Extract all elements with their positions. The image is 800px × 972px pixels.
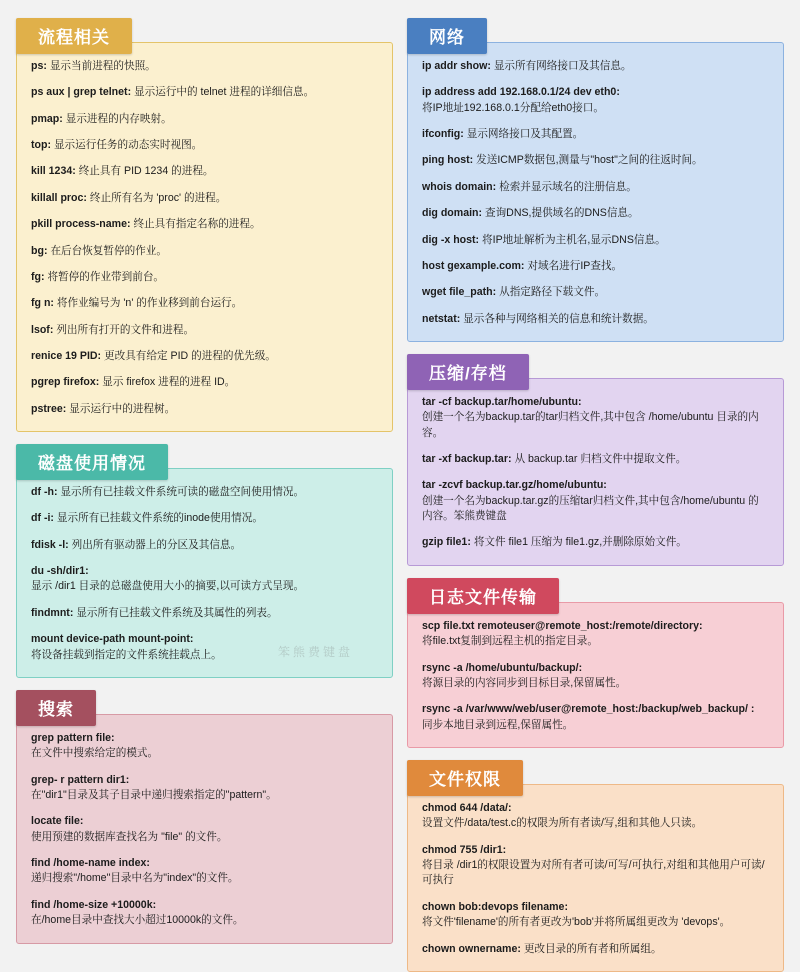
command-entry: [422, 843, 769, 889]
command-description: 创建一个名为backup.tar.gz的压缩tar归档文件,其中包含/home/ubuntu 的内容。笨熊费键盘: [422, 494, 759, 523]
command-description: 显示所有已挂载文件系统可读的磁盘空间使用情况。: [60, 486, 305, 499]
section-permissions-title-wrap: [407, 760, 784, 796]
command-name: pgrep firefox:: [31, 376, 100, 389]
command-entry: [422, 478, 769, 524]
section-search-body: [16, 714, 393, 944]
command-description: 发送ICMP数据包,测量与"host"之间的往返时间。: [476, 154, 703, 167]
command-entry: [31, 511, 378, 526]
command-entry: [422, 233, 769, 248]
command-entry: [31, 898, 378, 929]
section-archive-title: 压缩/存档: [407, 354, 529, 390]
command-entry: [31, 564, 378, 595]
command-description: 显示各种与网络相关的信息和统计数据。: [463, 312, 654, 325]
command-description: 将IP地址192.168.0.1分配给eth0接口。: [422, 101, 604, 114]
command-description: 显示网络接口及其配置。: [466, 128, 584, 141]
command-entry: [31, 731, 378, 762]
command-description: 将IP地址解析为主机名,显示DNS信息。: [482, 233, 666, 246]
command-name: killall proc:: [31, 191, 87, 204]
command-entry: [422, 59, 769, 74]
section-search-title: 搜索: [16, 690, 96, 726]
command-description: 显示进程的内存映射。: [65, 112, 172, 125]
command-name: ps aux | grep telnet:: [31, 86, 132, 99]
section-disk: [16, 444, 393, 678]
section-archive: [407, 354, 784, 566]
command-name: tar -xf backup.tar:: [422, 453, 512, 466]
command-description: 更改目录的所有者和所属组。: [523, 942, 662, 955]
command-name: ip address add 192.168.0.1/24 dev eth0:: [422, 86, 620, 99]
section-transfer-body: [407, 602, 784, 748]
command-description: 将目录 /dir1的权限设置为对所有者可读/可写/可执行,对组和其他用户可读/可执行: [422, 859, 765, 887]
command-name: find /home-size +10000k:: [31, 898, 157, 911]
command-description: 显示运行任务的动态实时视图。: [53, 139, 203, 152]
command-description: 将源目录的内容同步到目标目录,保留属性。: [422, 676, 627, 689]
section-search: [16, 690, 393, 944]
command-name: pstree:: [31, 402, 67, 415]
command-description: 列出所有驱动器上的分区及其信息。: [71, 538, 242, 551]
command-name: locate file:: [31, 815, 84, 828]
command-name: chown bob:devops filename:: [422, 900, 568, 913]
command-name: renice 19 PID:: [31, 349, 102, 362]
command-name: pmap:: [31, 112, 63, 125]
command-name: df -i:: [31, 512, 54, 525]
section-disk-title-wrap: [16, 444, 393, 480]
command-name: chmod 755 /dir1:: [422, 843, 507, 856]
command-name: ps:: [31, 60, 47, 72]
command-name: dig -x host:: [422, 233, 480, 246]
command-name: rsync -a /home/ubuntu/backup/:: [422, 661, 583, 674]
command-entry: [31, 59, 378, 74]
command-entry: [31, 856, 378, 887]
section-archive-title-wrap: [407, 354, 784, 390]
section-process-title-wrap: [16, 18, 393, 54]
command-entry: [31, 485, 378, 500]
command-description: 显示所有已挂载文件系统的inode使用情况。: [56, 512, 263, 525]
command-entry: [31, 323, 378, 338]
command-description: 使用预建的数据库查找名为 "file" 的文件。: [31, 830, 228, 843]
command-entry: [422, 127, 769, 142]
command-name: rsync -a /var/www/web/user@remote_host:/backup/web_backup/ :: [422, 703, 755, 716]
command-name: chown ownername:: [422, 942, 521, 955]
command-description: 在文件中搜索给定的模式。: [31, 747, 159, 760]
command-name: lsof:: [31, 323, 54, 336]
command-name: tar -zcvf backup.tar.gz/home/ubuntu:: [422, 479, 607, 492]
command-name: top:: [31, 139, 51, 152]
command-entry: [422, 942, 769, 957]
command-entry: [31, 773, 378, 804]
command-description: 将暂停的作业带到前台。: [47, 270, 165, 283]
command-entry: [422, 153, 769, 168]
command-description: 显示所有已挂载文件系统及其属性的列表。: [76, 606, 278, 619]
command-description: 创建一个名为backup.tar的tar归档文件,其中包含 /home/ubuntu 目录的内容。: [422, 411, 759, 439]
command-name: grep- r pattern dir1:: [31, 773, 130, 786]
command-entry: [422, 900, 769, 931]
command-name: host gexample.com:: [422, 259, 525, 272]
command-description: 检索并显示域名的注册信息。: [499, 180, 637, 193]
section-disk-title: 磁盘使用情况: [16, 444, 168, 480]
command-entry: [31, 375, 378, 390]
command-description: 从 backup.tar 归档文件中提取文件。: [514, 453, 687, 466]
command-entry: [422, 180, 769, 195]
command-name: df -h:: [31, 486, 58, 499]
command-entry: [31, 296, 378, 311]
command-description: 列出所有打开的文件和进程。: [56, 323, 195, 336]
command-entry: [422, 206, 769, 221]
command-name: scp file.txt remoteuser@remote_host:/remote/directory:: [422, 619, 703, 632]
left-column: [16, 18, 393, 927]
command-description: 终止所有名为 'proc' 的进程。: [89, 191, 227, 204]
command-entry: [422, 395, 769, 441]
command-entry: [31, 164, 378, 179]
command-entry: [422, 619, 769, 650]
right-column: [407, 18, 784, 955]
section-process-body: [16, 42, 393, 432]
command-description: 将文件'filename'的所有者更改为'bob'并将所属组更改为 'devops'。: [422, 916, 731, 929]
command-description: 显示运行中的进程树。: [69, 402, 176, 415]
command-entry: [31, 402, 378, 417]
command-entry: [422, 801, 769, 832]
command-entry: [422, 535, 769, 550]
section-archive-body: [407, 378, 784, 566]
command-name: netstat:: [422, 312, 461, 325]
command-description: 在/home目录中查找大小超过10000k的文件。: [31, 914, 244, 927]
section-search-title-wrap: [16, 690, 393, 726]
section-transfer-title-wrap: [407, 578, 784, 614]
command-name: du -sh/dir1:: [31, 565, 89, 578]
command-entry: [31, 606, 378, 621]
command-name: ifconfig:: [422, 128, 464, 141]
section-permissions: [407, 760, 784, 972]
section-process: [16, 18, 393, 432]
command-description: 终止具有 PID 1234 的进程。: [78, 165, 214, 178]
command-description: 显示运行中的 telnet 进程的详细信息。: [134, 86, 315, 99]
command-name: bg:: [31, 244, 48, 257]
command-name: mount device-path mount-point:: [31, 633, 194, 646]
section-transfer-title: 日志文件传输: [407, 578, 559, 614]
command-entry: [31, 217, 378, 232]
command-description: 对域名进行IP查找。: [527, 259, 623, 272]
command-name: fdisk -l:: [31, 538, 69, 551]
section-permissions-body: [407, 784, 784, 972]
command-entry: [31, 632, 378, 663]
command-entry: [422, 702, 769, 733]
command-description: 更改具有给定 PID 的进程的优先级。: [104, 349, 276, 362]
command-name: ping host:: [422, 154, 474, 167]
section-process-title: 流程相关: [16, 18, 132, 54]
command-description: 显示 /dir1 目录的总磁盘使用大小的摘要,以可读方式呈现。: [31, 580, 305, 593]
watermark-text: 笨熊费键盘: [277, 644, 353, 659]
command-name: gzip file1:: [422, 536, 471, 549]
command-description: 同步本地目录到远程,保留属性。: [422, 718, 574, 731]
command-entry: [422, 312, 769, 327]
command-entry: [31, 138, 378, 153]
section-permissions-title: 文件权限: [407, 760, 523, 796]
section-network-title: 网络: [407, 18, 487, 54]
command-description: 显示当前进程的快照。: [49, 60, 156, 72]
command-name: find /home-name index:: [31, 857, 150, 870]
command-description: 递归搜索"/home"目录中名为"index"的文件。: [31, 872, 239, 885]
command-description: 设置文件/data/test.c的权限为所有者读/写,组和其他人只读。: [422, 817, 703, 830]
command-entry: [31, 349, 378, 364]
section-network-title-wrap: [407, 18, 784, 54]
command-description: 将作业编号为 'n' 的作业移到前台运行。: [56, 297, 243, 310]
command-name: dig domain:: [422, 207, 483, 220]
command-entry: [31, 112, 378, 127]
command-entry: [422, 259, 769, 274]
command-name: whois domain:: [422, 180, 497, 193]
command-name: kill 1234:: [31, 165, 76, 178]
command-entry: [422, 85, 769, 116]
command-description: 显示 firefox 进程的进程 ID。: [102, 376, 236, 389]
command-entry: [31, 538, 378, 553]
command-description: 将设备挂载到指定的文件系统挂载点上。: [31, 648, 222, 661]
command-name: tar -cf backup.tar/home/ubuntu:: [422, 395, 582, 408]
command-name: wget file_path:: [422, 286, 497, 299]
command-description: 将file.txt复制到远程主机的指定目录。: [422, 635, 598, 648]
command-entry: [422, 661, 769, 692]
command-description: 在"dir1"目录及其子目录中递归搜索指定的"pattern"。: [31, 788, 277, 801]
command-entry: [31, 85, 378, 100]
command-name: chmod 644 /data/:: [422, 801, 512, 814]
command-name: fg:: [31, 270, 45, 283]
command-description: 从指定路径下载文件。: [499, 286, 606, 299]
command-description: 终止具有指定名称的进程。: [133, 218, 261, 231]
command-entry: [31, 270, 378, 285]
section-disk-body: [16, 468, 393, 678]
command-entry: [422, 285, 769, 300]
section-network-body: [407, 42, 784, 342]
command-entry: [31, 244, 378, 259]
command-description: 将文件 file1 压缩为 file1.gz,并删除原始文件。: [473, 536, 687, 549]
command-name: fg n:: [31, 297, 54, 310]
section-transfer: [407, 578, 784, 748]
command-entry: [422, 452, 769, 467]
command-entry: [31, 191, 378, 206]
command-description: 显示所有网络接口及其信息。: [493, 60, 632, 72]
command-description: 查询DNS,提供域名的DNS信息。: [484, 207, 639, 220]
command-entry: [31, 814, 378, 845]
command-name: findmnt:: [31, 606, 74, 619]
command-name: grep pattern file:: [31, 731, 115, 744]
command-description: 在后台恢复暂停的作业。: [50, 244, 167, 257]
command-name: pkill process-name:: [31, 218, 131, 231]
section-network: [407, 18, 784, 342]
command-name: ip addr show:: [422, 60, 491, 72]
